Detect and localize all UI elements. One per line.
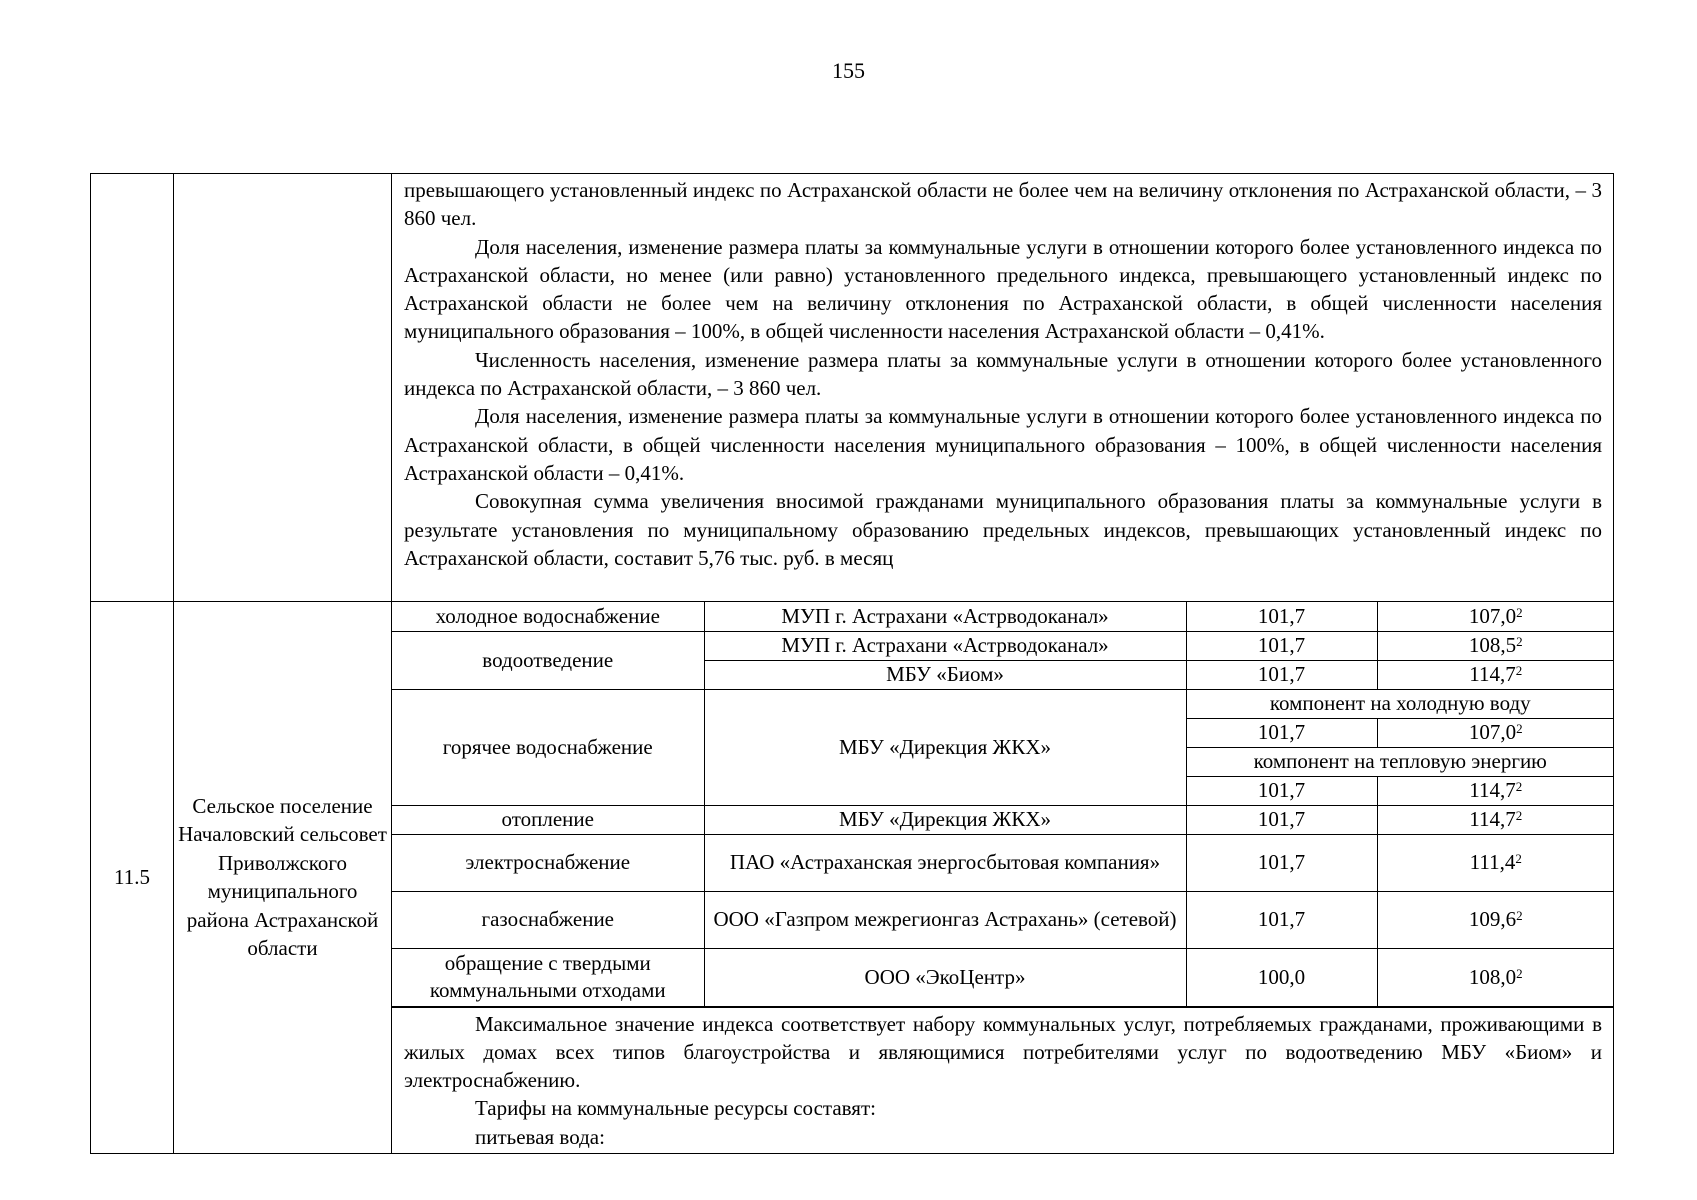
component-label: компонент на тепловую энергию <box>1186 747 1614 776</box>
limit-value <box>1377 776 1614 805</box>
footnote-mark: 2 <box>1515 851 1522 866</box>
limit-number: 108,5 <box>1468 633 1517 657</box>
services-row <box>91 602 1614 1008</box>
index-value: 101,7 <box>1186 834 1377 891</box>
provider-name: ПАО «Астраханская энергосбытовая компания» <box>704 834 1186 891</box>
service-row <box>392 805 1614 834</box>
number-cell-empty <box>91 174 174 602</box>
provider-name: МУП г. Астрахани «Астрводоканал» <box>704 631 1186 660</box>
service-name: электроснабжение <box>392 834 704 891</box>
limit-number: 107,0 <box>1468 720 1517 744</box>
service-row <box>392 602 1614 631</box>
provider-name: ООО «Газпром межрегионгаз Астрахань» (сетевой) <box>704 891 1186 948</box>
limit-number: 109,6 <box>1468 907 1517 931</box>
limit-value <box>1377 805 1614 834</box>
index-value: 101,7 <box>1186 776 1377 805</box>
service-name: газоснабжение <box>392 891 704 948</box>
service-row <box>392 631 1614 660</box>
municipality-cell-empty <box>174 174 392 602</box>
footnote-mark: 2 <box>1515 808 1523 823</box>
paragraph: Доля населения, изменение размера платы за коммунальные услуги в отношении которого более установленного индекса по Астраханской области, в общей численности населения муниципального образования – 100%, в общей численности населения Астраханской области – 0,41%. <box>404 404 1602 485</box>
tariff-table <box>90 173 1614 1154</box>
note-paragraph: Тарифы на коммунальные ресурсы составят: <box>475 1096 876 1121</box>
index-value: 101,7 <box>1186 891 1377 948</box>
limit-number: 114,7 <box>1469 807 1516 831</box>
paragraph: Численность населения, изменение размера платы за коммунальные услуги в отношении которого более установленного индекса по Астраханской области, – 3 860 чел. <box>404 347 1602 401</box>
provider-name: МБУ «Дирекция ЖКХ» <box>704 805 1186 834</box>
provider-name: МУП г. Астрахани «Астрводоканал» <box>704 602 1186 631</box>
index-value: 101,7 <box>1186 602 1377 631</box>
provider-name: ООО «ЭкоЦентр» <box>704 948 1186 1006</box>
component-label: компонент на холодную воду <box>1186 689 1614 718</box>
note-paragraph: Максимальное значение индекса соответствует набору коммунальных услуг, потребляемых гражданами, проживающими в жилых домах всех типов благоустройства и являющимися потребителями услуг по водоотведению МБУ «Биом» и электроснабжению. <box>404 1011 1602 1093</box>
note-paragraph: питьевая вода: <box>475 1124 605 1149</box>
limit-value <box>1377 660 1614 689</box>
service-name: обращение с твердыми коммунальными отходами <box>392 948 704 1006</box>
limit-value <box>1377 834 1614 891</box>
service-name: водоотведение <box>392 631 704 689</box>
limit-number: 114,7 <box>1469 662 1516 686</box>
limit-value <box>1377 602 1614 631</box>
row-number: 11.5 <box>91 602 174 1154</box>
notes-cell <box>392 1007 1614 1153</box>
service-name: холодное водоснабжение <box>392 602 704 631</box>
index-value: 101,7 <box>1186 805 1377 834</box>
service-row <box>392 948 1614 1006</box>
limit-value <box>1377 718 1614 747</box>
footnote-mark: 2 <box>1516 908 1523 923</box>
index-value: 101,7 <box>1186 718 1377 747</box>
index-value: 101,7 <box>1186 660 1377 689</box>
index-value: 100,0 <box>1186 948 1377 1006</box>
provider-name: МБУ «Дирекция ЖКХ» <box>704 689 1186 805</box>
municipality-name: Сельское поселение Началовский сельсовет Приволжского муниципального района Астраханской области <box>174 602 392 1154</box>
limit-number: 108,0 <box>1468 964 1517 989</box>
continuation-row <box>91 174 1614 602</box>
footnote-mark: 2 <box>1515 663 1523 678</box>
service-row <box>392 689 1614 718</box>
footnote-mark: 2 <box>1515 779 1523 794</box>
page-number: 155 <box>832 58 865 83</box>
limit-value <box>1377 631 1614 660</box>
services-table <box>392 602 1614 1007</box>
paragraph: Совокупная сумма увеличения вносимой гражданами муниципального образования платы за коммунальные услуги в результате установления по муниципальному образованию предельных индексов, превышающих установленный индекс по Астраханской области, составит 5,76 тыс. руб. в месяц <box>404 489 1602 570</box>
limit-number: 114,7 <box>1469 778 1516 802</box>
service-name: отопление <box>392 805 704 834</box>
index-value: 101,7 <box>1186 631 1377 660</box>
continuation-text <box>392 174 1614 602</box>
footnote-mark: 2 <box>1516 965 1523 981</box>
service-row <box>392 891 1614 948</box>
footnote-mark: 2 <box>1516 634 1523 649</box>
limit-number: 111,4 <box>1469 850 1516 874</box>
service-row <box>392 834 1614 891</box>
limit-number: 107,0 <box>1468 603 1517 628</box>
footnote-mark: 2 <box>1516 721 1523 736</box>
paragraph: Доля населения, изменение размера платы за коммунальные услуги в отношении которого более установленного индекса по Астраханской области, но менее (или равно) установленного предельного индекса, превышающего установленный индекс по Астраханской области не более чем на величину отклонения по Астраханской области, в общей численности населения муниципального образования – 100%, в общей численности населения Астраханской области – 0,41%. <box>404 234 1602 344</box>
provider-name: МБУ «Биом» <box>704 660 1186 689</box>
services-cell <box>392 602 1614 1008</box>
service-name: горячее водоснабжение <box>392 689 704 805</box>
limit-value <box>1377 891 1614 948</box>
footnote-mark: 2 <box>1516 604 1523 620</box>
paragraph: превышающего установленный индекс по Астраханской области не более чем на величину отклонения по Астраханской области, – 3 860 чел. <box>404 178 1602 231</box>
limit-value <box>1377 948 1614 1006</box>
